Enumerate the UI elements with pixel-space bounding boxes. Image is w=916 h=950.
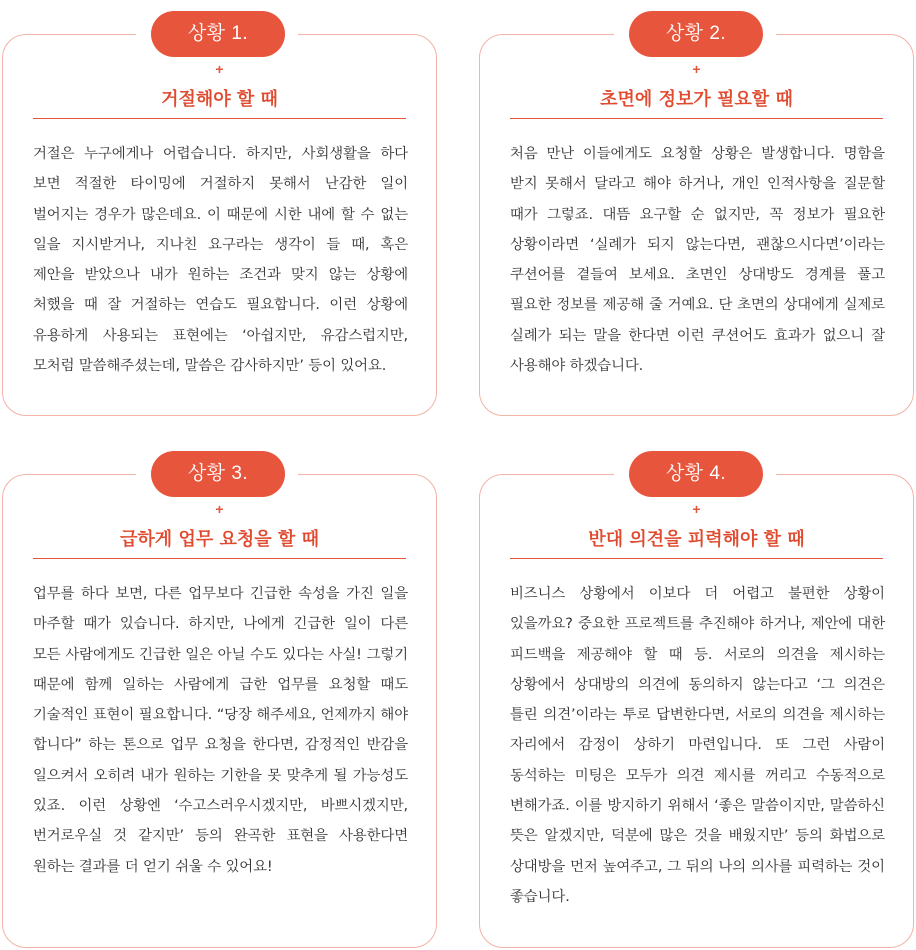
situation-card-4 [479, 474, 914, 948]
situation-badge-1: 상황 1. [151, 11, 285, 57]
divider [510, 118, 883, 119]
card-title: 초면에 정보가 필요할 때 [600, 89, 793, 110]
situation-card-1 [2, 34, 437, 416]
divider [510, 558, 883, 559]
situation-card-3 [2, 474, 437, 948]
situation-card-2 [479, 34, 914, 416]
divider [33, 558, 406, 559]
plus-icon: + [692, 501, 701, 517]
situation-badge-4: 상황 4. [629, 451, 763, 497]
card-body: 거절은 누구에게나 어렵습니다. 하지만, 사회생활을 하다 보면 적절한 타이밍에 거절하지 못해서 난감한 일이 벌어지는 경우가 많은데요. 이 때문에 시한 내에 할 수 없는 일을 지시받거나, 지나친 요구라는 생각이 들 때, 혹은 제안을 받았으나 내가 원하는 조건과 맞지 않는 상황에 처했을 때 잘 거절하는 연습도 필요합니다. 이런 상황에 유용하게 사용되는 표현에는 ‘아쉽지만, 유감스럽지만, 모처럼 말씀해주셨는데, 말씀은 감사하지만’ 등이 있어요. [33, 146, 408, 375]
card-title: 급하게 업무 요청을 할 때 [120, 529, 319, 550]
card-title: 반대 의견을 피력해야 할 때 [588, 529, 805, 550]
plus-icon: + [215, 61, 224, 77]
situation-badge-3: 상황 3. [151, 451, 285, 497]
card-body: 처음 만난 이들에게도 요청할 상황은 발생합니다. 명함을 받지 못해서 달라고 해야 하거나, 개인 인적사항을 질문할 때가 그렇죠. 대뜸 요구할 순 없지만, 꼭 정보가 필요한 상황이라면 ‘실례가 되지 않는다면, 괜찮으시다면’이라는 쿠션어를 곁들여 보세요. 초면인 상대방도 경계를 풀고 필요한 정보를 제공해 줄 거예요. 단 초면의 상대에게 실제로 실례가 되는 말을 한다면 이런 쿠션어도 효과가 없으니 잘 사용해야 하겠습니다. [510, 146, 885, 375]
card-body: 업무를 하다 보면, 다른 업무보다 긴급한 속성을 가진 일을 마주할 때가 있습니다. 하지만, 나에게 긴급한 일이 다른 모든 사람에게도 긴급한 일은 아닐 수도 있다는 사실! 그렇기 때문에 함께 일하는 사람에게 급한 업무를 요청할 때도 기술적인 표현이 필요합니다. “당장 해주세요, 언제까지 해야 합니다” 하는 톤으로 업무 요청을 한다면, 감정적인 반감을 일으켜서 오히려 내가 원하는 기한을 못 맞추게 될 가능성도 있죠. 이런 상황엔 ‘수고스러우시겠지만, 바쁘시겠지만, 번거로우실 것 같지만’ 등의 완곡한 표현을 사용한다면 원하는 결과를 더 얻기 쉬울 수 있어요! [33, 586, 408, 875]
divider [33, 118, 406, 119]
situation-badge-2: 상황 2. [629, 11, 763, 57]
plus-icon: + [692, 61, 701, 77]
plus-icon: + [215, 501, 224, 517]
card-title: 거절해야 할 때 [161, 89, 278, 110]
card-body: 비즈니스 상황에서 이보다 더 어렵고 불편한 상황이 있을까요? 중요한 프로젝트를 추진해야 하거나, 제안에 대한 피드백을 제공해야 할 때 등. 서로의 의견을 제시하는 상황에서 상대방의 의견에 동의하지 않는다고 ‘그 의견은 틀린 의견’이라는 투로 답변한다면, 서로의 의견을 제시하는 자리에서 감정이 상하기 마련입니다. 또 그런 사람이 동석하는 미팅은 모두가 의견 제시를 꺼리고 수동적으로 변해가죠. 이를 방지하기 위해서 ‘좋은 말씀이지만, 말씀하신 뜻은 알겠지만, 덕분에 많은 것을 배웠지만’ 등의 화법으로 상대방을 먼저 높여주고, 그 뒤의 나의 의사를 피력하는 것이 좋습니다. [510, 586, 885, 905]
